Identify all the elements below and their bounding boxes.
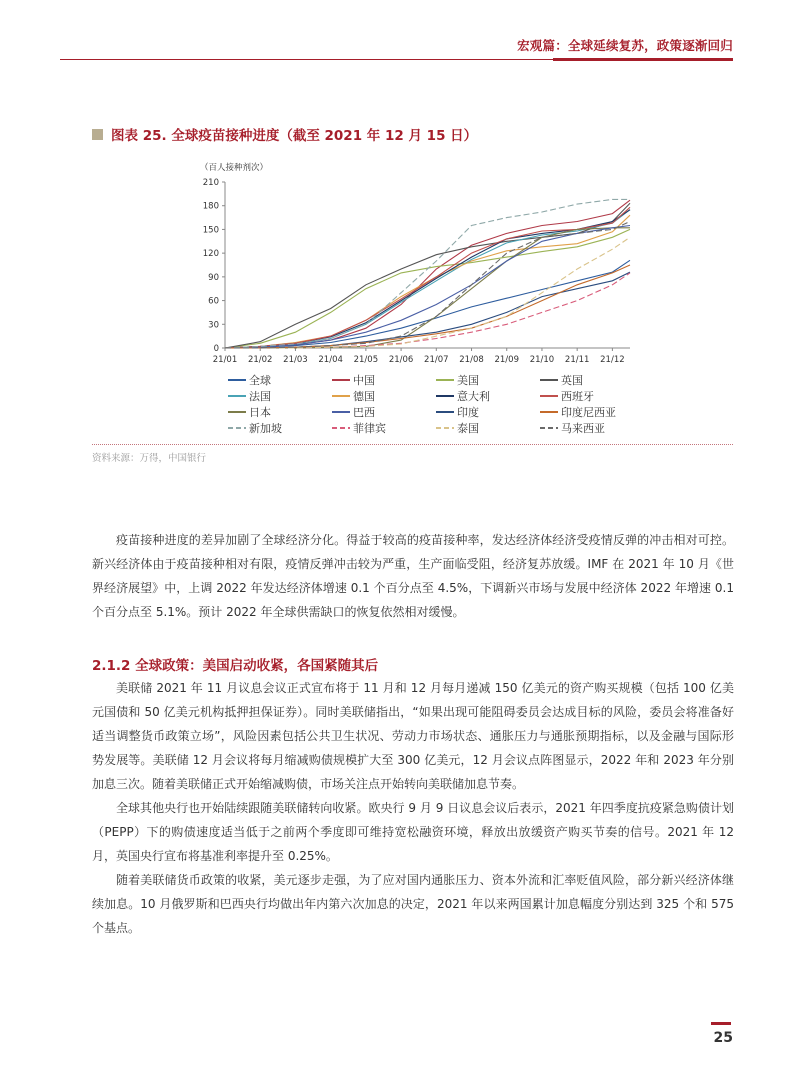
legend-item	[228, 388, 332, 403]
x-tick-label: 21/12	[600, 355, 625, 365]
legend-label: 日本	[249, 405, 271, 419]
section-title: 2.1.2 全球政策：美国启动收紧，各国紧随其后	[92, 658, 379, 674]
x-tick-label: 21/06	[388, 355, 414, 365]
paragraph-2: 美联储 2021 年 11 月议息会议正式宣布将于 11 月和 12 月每月递减 150 亿美元的资产购买规模（包括 100 亿美元国债和 50 亿美元机构抵押担保证券）。同时美联储指出，“如果出现可能阻碍委员会达成目标的风险，委员会将准备好适当调整货币政策立场”，风险因素包括公共卫生状况、劳动力市场状态、通胀压力与通胀预期指标，以及金融与国际形势发展等。美联储 12 月会议将每月缩减购债规模扩大至 300 亿美元，12 月会议点阵图显示，2022 年和 2023 年分别加息三次。随着美联储正式开始缩减购债，市场关注点开始转向美联储加息节奏。	[92, 681, 734, 791]
legend-label: 美国	[457, 373, 479, 387]
legend-item	[540, 420, 644, 435]
legend-swatch	[436, 427, 454, 429]
series-line	[225, 203, 630, 348]
y-tick-label: 30	[208, 320, 219, 331]
legend-item	[332, 372, 436, 387]
x-tick-label: 21/09	[494, 355, 519, 365]
figure-title	[92, 124, 477, 144]
legend-item	[436, 420, 540, 435]
x-tick-label: 21/03	[283, 355, 308, 365]
legend-item	[228, 372, 332, 387]
paragraph-3: 全球其他央行也开始陆续跟随美联储转向收紧。欧央行 9 月 9 日议息会议后表示，2021 年四季度抗疫紧急购债计划（PEPP）下的购债速度适当低于之前两个季度即可维持宽松融资环境，释放出放缓资产购买节奏的信号。2021 年 12 月，英国央行宣布将基准利率提升至 0.25%。	[92, 801, 734, 863]
y-tick-label: 180	[202, 201, 219, 212]
figure-source: 资料来源：万得，中国银行	[92, 453, 207, 464]
y-tick-label: 120	[202, 249, 219, 260]
legend-label: 菲律宾	[353, 421, 386, 435]
y-tick-label: 60	[208, 296, 219, 307]
legend-swatch	[332, 379, 350, 381]
header-rule	[60, 58, 733, 61]
paragraph-1: 疫苗接种进度的差异加剧了全球经济分化。得益于较高的疫苗接种率，发达经济体经济受疫情反弹的冲击相对可控。新兴经济体由于疫苗接种相对有限，疫情反弹冲击较为严重，生产面临受阻，经济复苏放缓。IMF 在 2021 年 10 月《世界经济展望》中，上调 2022 年发达经济体增速 0.1 个百分点至 4.5%，下调新兴市场与发展中经济体 2022 年增速 0.1 个百分点至 5.1%。预计 2022 年全球供需缺口的恢复依然相对缓慢。	[92, 533, 734, 619]
legend-label: 中国	[353, 373, 375, 387]
legend-label: 泰国	[457, 421, 479, 435]
legend-item	[332, 404, 436, 419]
y-tick-label: 0	[213, 344, 219, 354]
legend-item	[228, 404, 332, 419]
x-tick-label: 21/02	[247, 355, 273, 365]
series-line	[225, 237, 630, 348]
legend-swatch	[332, 411, 350, 413]
legend-label: 印度	[457, 405, 479, 419]
legend-item	[436, 372, 540, 387]
y-tick-label: 150	[202, 225, 219, 236]
x-tick-label: 21/01	[212, 355, 238, 365]
legend-swatch	[540, 395, 558, 397]
vaccination-line-chart	[180, 158, 640, 368]
x-tick-label: 21/05	[353, 355, 379, 365]
figure-divider	[92, 444, 733, 445]
legend-label: 西班牙	[561, 389, 594, 403]
legend-swatch	[332, 427, 350, 429]
legend-swatch	[540, 411, 558, 413]
x-tick-label: 21/08	[459, 355, 484, 365]
legend-swatch	[540, 379, 558, 381]
legend-item	[540, 388, 644, 403]
legend-swatch	[332, 395, 350, 397]
legend-label: 巴西	[353, 405, 375, 419]
legend-label: 英国	[561, 373, 583, 387]
legend-item	[436, 404, 540, 419]
legend-label: 意大利	[457, 389, 490, 403]
x-tick-label: 21/04	[318, 355, 343, 365]
figure-marker-icon	[92, 129, 103, 140]
legend-swatch	[228, 379, 246, 381]
legend-label: 全球	[249, 373, 271, 387]
legend-swatch	[436, 411, 454, 413]
legend-swatch	[228, 411, 246, 413]
legend-item	[540, 372, 644, 387]
x-tick-label: 21/10	[529, 355, 555, 365]
legend-swatch	[436, 379, 454, 381]
y-axis-label: （百人接种剂次）	[200, 163, 269, 173]
legend-item	[332, 388, 436, 403]
legend-item	[436, 388, 540, 403]
y-tick-label: 210	[202, 178, 219, 188]
legend-swatch	[228, 395, 246, 397]
legend-label: 新加坡	[249, 421, 282, 435]
y-tick-label: 90	[208, 272, 219, 283]
legend-label: 印度尼西亚	[561, 405, 616, 419]
header-title: 宏观篇：全球延续复苏，政策逐渐回归	[517, 38, 733, 53]
legend-item	[228, 420, 332, 435]
legend-item	[332, 420, 436, 435]
legend-label: 德国	[353, 389, 375, 403]
x-tick-label: 21/11	[564, 355, 590, 365]
legend-swatch	[228, 427, 246, 429]
page-number-bar	[711, 1022, 731, 1025]
legend-item	[540, 404, 644, 419]
legend-swatch	[436, 395, 454, 397]
chart-legend	[228, 372, 644, 435]
legend-label: 法国	[249, 389, 271, 403]
series-line	[225, 210, 630, 348]
page-number: 25	[713, 1030, 733, 1046]
figure-title-text: 图表 25. 全球疫苗接种进度（截至 2021 年 12 月 15 日）	[111, 128, 478, 144]
legend-label: 马来西亚	[561, 421, 605, 435]
legend-swatch	[540, 427, 558, 429]
paragraph-4: 随着美联储货币政策的收紧，美元逐步走强，为了应对国内通胀压力、资本外流和汇率贬值风险，部分新兴经济体继续加息。10 月俄罗斯和巴西央行均做出年内第六次加息的决定，2021 年以来两国累计加息幅度分别达到 325 个和 575 个基点。	[92, 873, 734, 935]
x-tick-label: 21/07	[424, 355, 449, 365]
